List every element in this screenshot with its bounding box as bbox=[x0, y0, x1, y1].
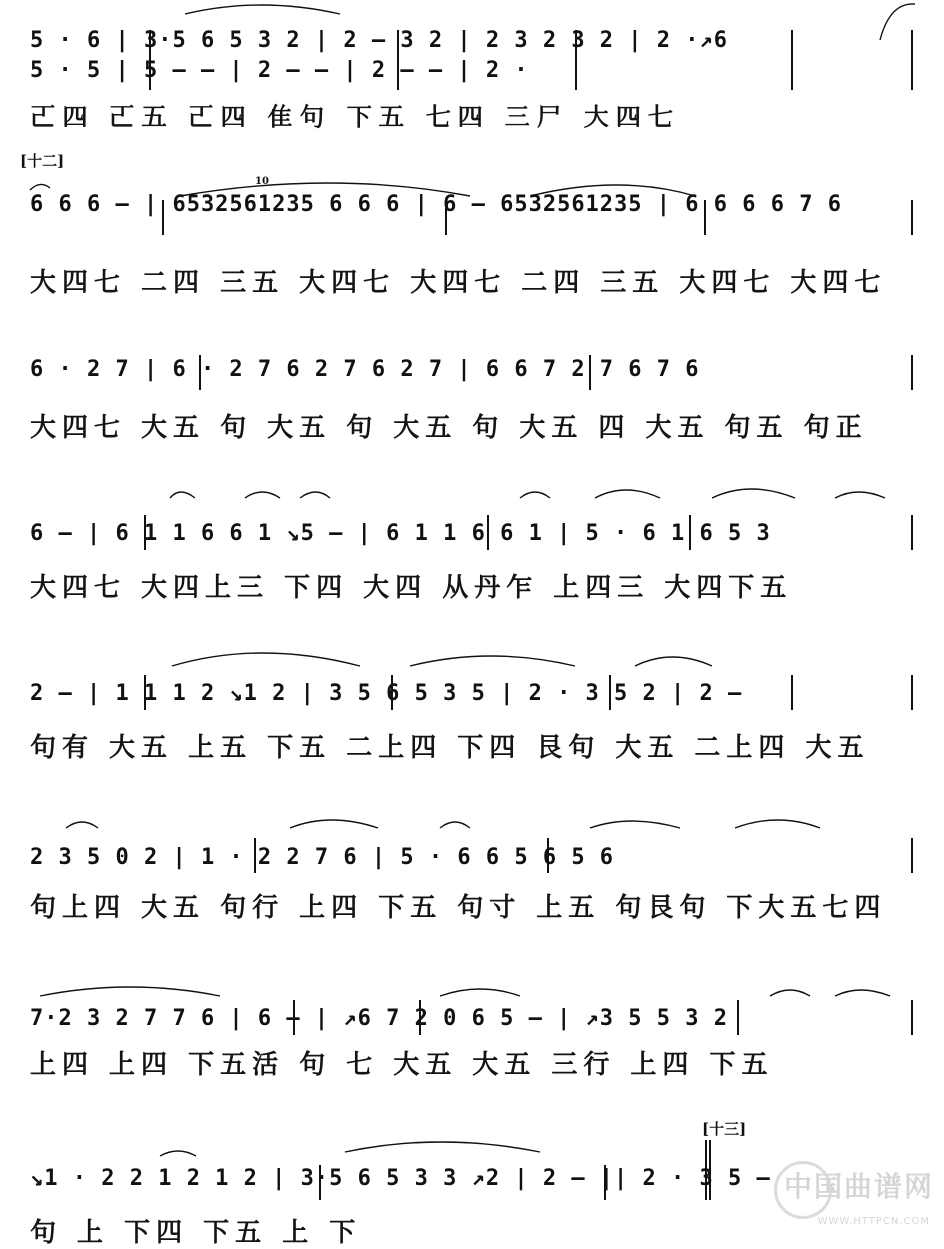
jianzi-tablature: 𠀀四 𠀀五 𠀀四 隹句 下五 七四 三尸 大四七 bbox=[30, 103, 680, 133]
upper-notes: 2 3 5 0 2 | 1 · 2 2 7 6 | 5 · 6 6 5 6 5 6 bbox=[30, 845, 615, 870]
jianzi-tablature: 句上四 大五 句行 上四 下五 句寸 上五 句艮句 下大五七四 bbox=[30, 893, 887, 923]
site-watermark bbox=[774, 1157, 934, 1227]
section-marker: [十三] bbox=[702, 1120, 747, 1138]
upper-notes: 2 — | 1 1 1 2 ↘1 2 | 3 5 6 5 3 5 | 2 · 3 5 2 | 2 — bbox=[30, 681, 743, 706]
watermark-url: WWW.HTTPCN.COM bbox=[817, 1216, 930, 1227]
notation-row bbox=[30, 815, 920, 885]
jianzi-tablature: 大四七 二四 三五 大四七 大四七 二四 三五 大四七 大四七 bbox=[30, 268, 887, 298]
slur-arc bbox=[185, 5, 340, 14]
slur-arc bbox=[30, 184, 50, 190]
section-marker: [十二] bbox=[20, 152, 65, 170]
jianzi-tablature: 句有 大五 上五 下五 二上四 下四 艮句 大五 二上四 大五 bbox=[30, 733, 870, 763]
lower-notes: 5 · 5 | 5 — — | 2 — — | 2 — — | 2 · bbox=[30, 58, 529, 83]
jianzi-tablature: 大四七 大五 句 大五 句 大五 句 大五 四 大五 句五 句正 bbox=[30, 413, 868, 443]
notation-row bbox=[30, 655, 920, 725]
jianzi-tablature: 大四七 大四上三 下四 大四 从丹乍 上四三 大四下五 bbox=[30, 573, 793, 603]
notation-row bbox=[30, 192, 920, 262]
upper-notes: ↘1 · 2 2 1 2 1 2 | 3·5 6 5 3 3 ↗2 | 2 — || 2 · 3 5 — bbox=[30, 1166, 771, 1191]
upper-notes: 5 · 6 | 3·5 6 5 3 2 | 2 — 3 2 | 2 3 2 3 2 | 2 ·↗6 bbox=[30, 28, 729, 53]
jianzi-tablature: 句 上 下四 下五 上 下 bbox=[30, 1218, 362, 1248]
upper-notes: 6 — | 6 1 1 6 6 1 ↘5 — | 6 1 1 6 6 1 | 5 · 6 1 6 5 3 bbox=[30, 521, 771, 546]
upper-notes: 6 · 2 7 | 6 · 2 7 6 2 7 6 2 7 | 6 6 7 2 7 6 7 6 bbox=[30, 357, 700, 382]
watermark-text: 中国曲谱网 bbox=[783, 1170, 934, 1203]
notation-row bbox=[30, 345, 920, 415]
notation-row bbox=[30, 495, 920, 565]
notation-row bbox=[30, 28, 920, 98]
jianzi-tablature: 上四 上四 下五活 句 七 大五 大五 三行 上四 下五 bbox=[30, 1050, 774, 1080]
tuplet-number: 10 bbox=[255, 176, 269, 187]
notation-row bbox=[30, 980, 920, 1050]
upper-notes: 7·2 3 2 7 7 6 | 6 — | ↗6 7 2 0 6 5 — | ↗3 5 5 3 2 bbox=[30, 1006, 729, 1031]
upper-notes: 6 6 6 — | 6532561235 6 6 6 | 6 — 6532561235 | 6 6 6 6 7 6 bbox=[30, 192, 842, 217]
